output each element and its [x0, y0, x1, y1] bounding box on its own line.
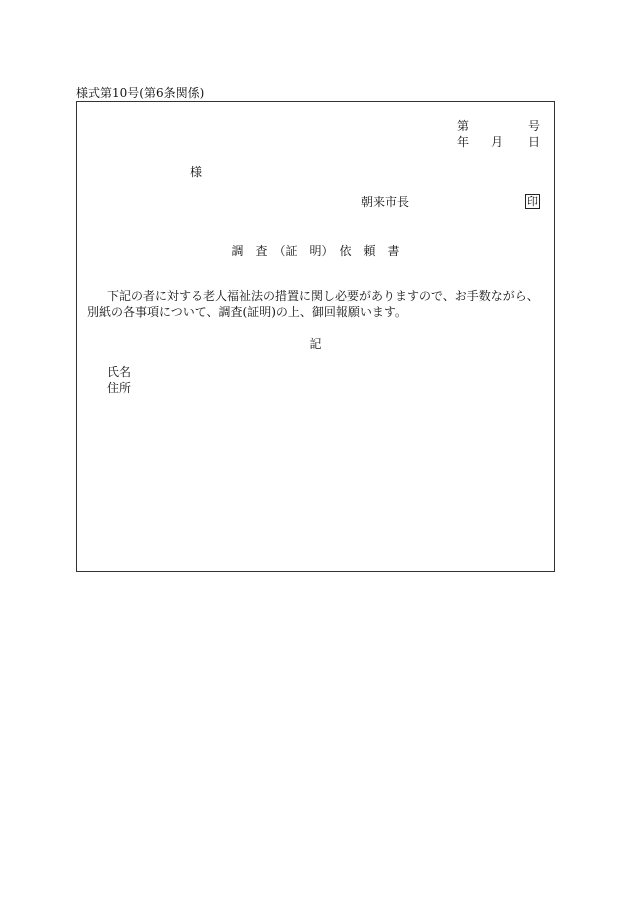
sender-name: 朝来市長	[361, 195, 410, 209]
name-label: 氏名	[107, 365, 132, 379]
body-line-1: 下記の者に対する老人福祉法の措置に関し必要がありますので、お手数ながら、	[107, 289, 539, 303]
body-text	[87, 288, 549, 320]
form-caption: 様式第10号(第6条関係)	[76, 86, 205, 100]
number-prefix: 第	[457, 119, 470, 133]
addressee-suffix: 様	[190, 165, 203, 179]
ki-label: 記	[309, 337, 322, 351]
seal-mark: 印	[527, 195, 538, 208]
body-line-2: 別紙の各事項について、調査(証明)の上、御回報願います。	[87, 305, 407, 319]
address-label: 住所	[107, 381, 132, 395]
number-suffix: 号	[528, 119, 541, 133]
document-frame	[76, 101, 555, 572]
date-year: 年	[457, 135, 470, 149]
date-month: 月	[491, 135, 504, 149]
date-day: 日	[528, 135, 541, 149]
document-title: 調 査 （証 明） 依 頼 書	[231, 244, 400, 258]
